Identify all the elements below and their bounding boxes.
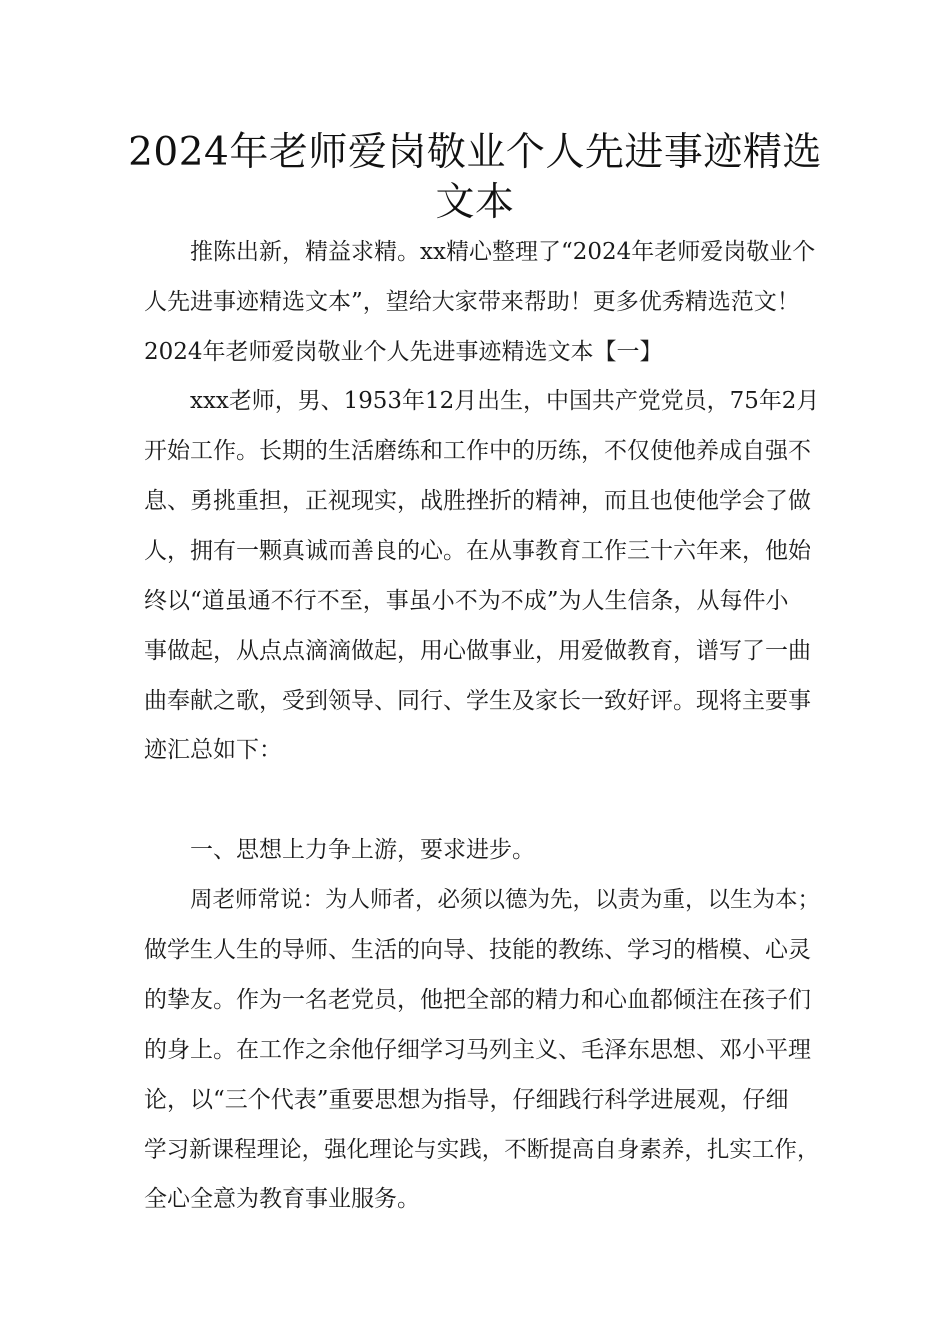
- body-line: 做学生人生的导师、生活的向导、技能的教练、学习的楷模、心灵: [144, 937, 811, 963]
- body-line: 人，拥有一颗真诚而善良的心。在从事教育工作三十六年来，他始: [144, 538, 811, 564]
- document-title-line-2: 文本: [435, 180, 515, 225]
- body-line: 迹汇总如下：: [144, 737, 282, 763]
- document-title-line-1: 2024年老师爱岗敬业个人先进事迹精选: [128, 130, 822, 175]
- body-line: xxx老师，男、1953年12月出生，中国共产党党员，75年2月: [190, 388, 820, 414]
- body-line: 全心全意为教育事业服务。: [144, 1186, 420, 1212]
- body-line: 论，以“三个代表”重要思想为指导，仔细践行科学进展观，仔细: [144, 1087, 789, 1113]
- body-line: 息、勇挑重担，正视现实，战胜挫折的精神，而且也使他学会了做: [144, 488, 811, 514]
- body-line: 曲奉献之歌，受到领导、同行、学生及家长一致好评。现将主要事: [144, 688, 811, 714]
- section-heading: 2024年老师爱岗敬业个人先进事迹精选文本【一】: [144, 339, 663, 365]
- intro-line-1: 推陈出新，精益求精。xx精心整理了“2024年老师爱岗敬业个: [190, 239, 816, 265]
- body-line: 的挚友。作为一名老党员，他把全部的精力和心血都倾注在孩子们: [144, 987, 811, 1013]
- body-line: 学习新课程理论，强化理论与实践，不断提高自身素养，扎实工作，: [144, 1137, 820, 1163]
- body-line: 周老师常说：为人师者，必须以德为先，以责为重，以生为本；: [190, 887, 821, 913]
- body-line: 事做起，从点点滴滴做起，用心做事业，用爱做教育，谱写了一曲: [144, 638, 811, 664]
- subsection-heading: 一、思想上力争上游，要求进步。: [190, 837, 535, 863]
- body-line: 的身上。在工作之余他仔细学习马列主义、毛泽东思想、邓小平理: [144, 1037, 811, 1063]
- body-line: 终以“道虽通不行不至，事虽小不为不成”为人生信条，从每件小: [144, 588, 789, 614]
- intro-line-2: 人先进事迹精选文本”，望给大家带来帮助！更多优秀精选范文！: [144, 289, 800, 315]
- body-line: 开始工作。长期的生活磨练和工作中的历练，不仅使他养成自强不: [144, 438, 811, 464]
